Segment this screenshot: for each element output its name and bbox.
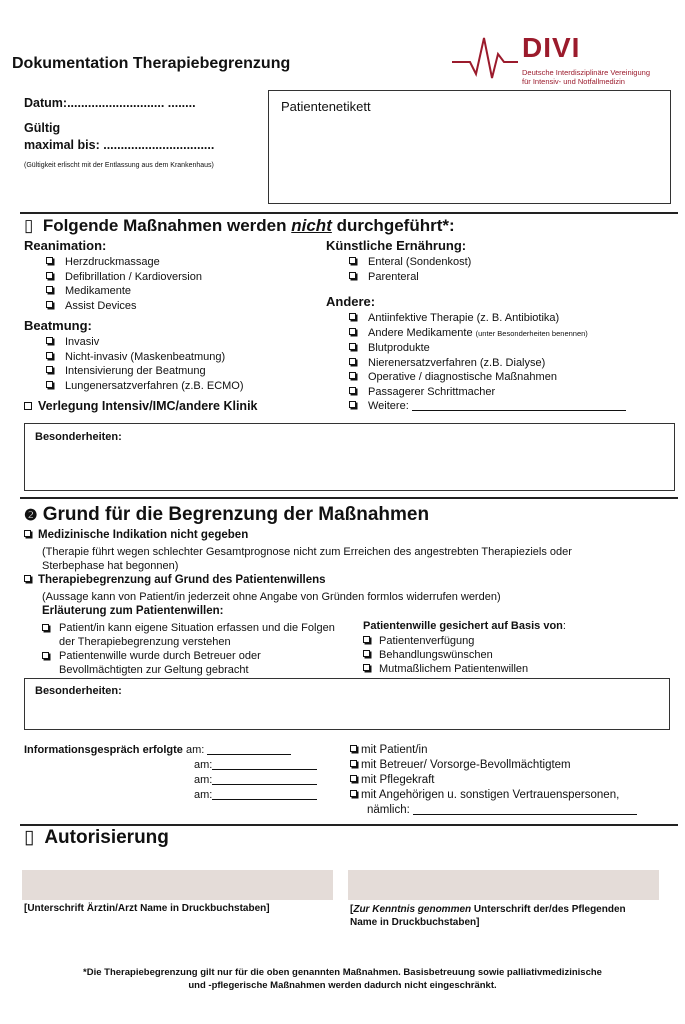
checkbox-mutmasslich[interactable]: Mutmaßlichem Patientenwillen <box>363 662 528 676</box>
divider <box>20 212 678 214</box>
checkbox-weitere[interactable]: Weitere: <box>349 399 626 414</box>
gueltig-label: Gültig <box>24 121 61 135</box>
signature-label-pflege: [Zur Kenntnis genommen Unterschrift der/des Pflegenden Name in Druckbuchstaben] <box>350 904 626 928</box>
checkbox-invasiv[interactable]: Invasiv <box>46 335 244 350</box>
heartbeat-logo-icon <box>452 34 522 84</box>
checkbox-nicht-invasiv[interactable]: Nicht-invasiv (Maskenbeatmung) <box>46 350 244 365</box>
checkbox-herzdruckmassage[interactable]: Herzdruckmassage <box>46 255 202 270</box>
basis-title: Patientenwille gesichert auf Basis von: <box>363 620 566 632</box>
basis-list <box>363 634 528 676</box>
beatmung-title: Beatmung: <box>24 318 92 333</box>
checkbox-verlegung[interactable]: Verlegung Intensiv/IMC/andere Klinik <box>24 399 258 413</box>
section2-heading: ❷ Grund für die Begrenzung der Maßnahmen <box>24 504 430 525</box>
signature-field-arzt[interactable] <box>22 870 333 900</box>
signature-field-pflege[interactable] <box>348 870 659 900</box>
info-date-field-2[interactable] <box>212 769 317 770</box>
naemlich-field[interactable]: nämlich: <box>350 803 637 818</box>
erlaeuterung-list <box>42 621 342 677</box>
checkbox-antiinfektiv[interactable]: Antiinfektive Therapie (z. B. Antibiotika) <box>349 311 626 326</box>
info-with-list <box>350 743 637 818</box>
patient-label-box[interactable] <box>268 90 671 204</box>
section3-heading: ▯ Autorisierung <box>24 827 169 848</box>
ernaehrung-title: Künstliche Ernährung: <box>326 238 467 253</box>
erlaeuterung-title: Erläuterung zum Patientenwillen: <box>42 605 224 617</box>
section2-marker: ❷ <box>24 507 38 524</box>
andere-title: Andere: <box>326 294 376 309</box>
logo-subtitle: Deutsche Interdisziplinäre Vereinigung für Intensiv- und Notfallmedizin <box>522 68 650 86</box>
besonderheiten-box-1[interactable] <box>24 423 675 491</box>
checkbox-mit-angehoerigen[interactable]: mit Angehörigen u. sonstigen Vertrauenspersonen, <box>350 788 637 803</box>
info-date-field-3[interactable] <box>212 784 317 785</box>
checkbox-parenteral[interactable]: Parenteral <box>349 270 471 285</box>
divider <box>20 497 678 499</box>
checkbox-medikamente[interactable]: Medikamente <box>46 284 202 299</box>
beatmung-list <box>46 335 244 393</box>
opt1-description: (Therapie führt wegen schlechter Gesamtprognose nicht zum Erreichen des angestrebten Therapieziels oder Sterbephase hat begonnen) <box>42 546 572 572</box>
reanimation-title: Reanimation: <box>24 238 107 253</box>
document-title: Dokumentation Therapiebegrenzung <box>12 55 291 72</box>
patient-label-text: Patientenetikett <box>281 99 371 114</box>
info-gespraech: Informationsgespräch erfolgte am: am: am: am: <box>24 743 317 803</box>
info-date-field-1[interactable] <box>207 754 291 755</box>
checkbox-mit-pflegekraft[interactable]: mit Pflegekraft <box>350 773 637 788</box>
andere-list <box>349 311 626 414</box>
checkbox-behandlungswuensche[interactable]: Behandlungswünschen <box>363 648 528 662</box>
section3-marker: ▯ <box>24 827 35 848</box>
besonderheiten-label: Besonderheiten: <box>35 685 122 697</box>
checkbox-ecmo[interactable]: Lungenersatzverfahren (z.B. ECMO) <box>46 379 244 394</box>
checkbox-enteral[interactable]: Enteral (Sondenkost) <box>349 255 471 270</box>
signature-label-arzt: [Unterschrift Ärztin/Arzt Name in Druckbuchstaben] <box>24 903 270 914</box>
opt2-description: (Aussage kann von Patient/in jederzeit ohne Angabe von Gründen formlos widerrufen werden) <box>42 591 501 603</box>
checkbox-patientenverfuegung[interactable]: Patientenverfügung <box>363 634 528 648</box>
checkbox-nierenersatz[interactable]: Nierenersatzverfahren (z.B. Dialyse) <box>349 356 626 371</box>
checkbox-blutprodukte[interactable]: Blutprodukte <box>349 341 626 356</box>
info-date-field-4[interactable] <box>212 799 317 800</box>
besonderheiten-label: Besonderheiten: <box>35 431 122 443</box>
datum-field[interactable]: Datum:............................ ........ <box>24 96 196 110</box>
checkbox-mit-betreuer[interactable]: mit Betreuer/ Vorsorge-Bevollmächtigtem <box>350 758 637 773</box>
checkbox-patientenwille[interactable]: Therapiebegrenzung auf Grund des Patientenwillens <box>24 574 326 586</box>
checkbox-schrittmacher[interactable]: Passagerer Schrittmacher <box>349 385 626 400</box>
checkbox-andere-medikamente[interactable]: Andere Medikamente (unter Besonderheiten benennen) <box>349 326 626 342</box>
checkbox-intensivierung[interactable]: Intensivierung der Beatmung <box>46 364 244 379</box>
checkbox-indikation[interactable]: Medizinische Indikation nicht gegeben <box>24 529 248 541</box>
section1-heading: ▯ Folgende Maßnahmen werden nicht durchgeführt*: <box>24 216 455 235</box>
besonderheiten-box-2[interactable] <box>24 678 670 730</box>
ernaehrung-list <box>349 255 471 284</box>
validity-note: (Gültigkeit erlischt mit der Entlassung aus dem Krankenhaus) <box>24 162 214 169</box>
maximal-bis-field[interactable]: maximal bis: ................................ <box>24 138 215 152</box>
section1-marker: ▯ <box>24 216 34 235</box>
checkbox-betreuer[interactable]: Patientenwille wurde durch Betreuer oder Bevollmächtigten zur Geltung gebracht <box>42 649 342 677</box>
checkbox-mit-patient[interactable]: mit Patient/in <box>350 743 637 758</box>
checkbox-situation-erfassen[interactable]: Patient/in kann eigene Situation erfassen und die Folgen der Therapiebegrenzung verstehen <box>42 621 342 649</box>
checkbox-operative[interactable]: Operative / diagnostische Maßnahmen <box>349 370 626 385</box>
checkbox-assist-devices[interactable]: Assist Devices <box>46 299 202 314</box>
checkbox-defibrillation[interactable]: Defibrillation / Kardioversion <box>46 270 202 285</box>
logo-wordmark: DIVI <box>522 32 581 63</box>
reanimation-list <box>46 255 202 313</box>
divi-logo <box>452 32 674 90</box>
footnote: *Die Therapiebegrenzung gilt nur für die oben genannten Maßnahmen. Basisbetreuung sowie palliativmedizinische und -pflegerische Maßnahmen werden dadurch nicht eingeschränkt. <box>83 967 602 991</box>
